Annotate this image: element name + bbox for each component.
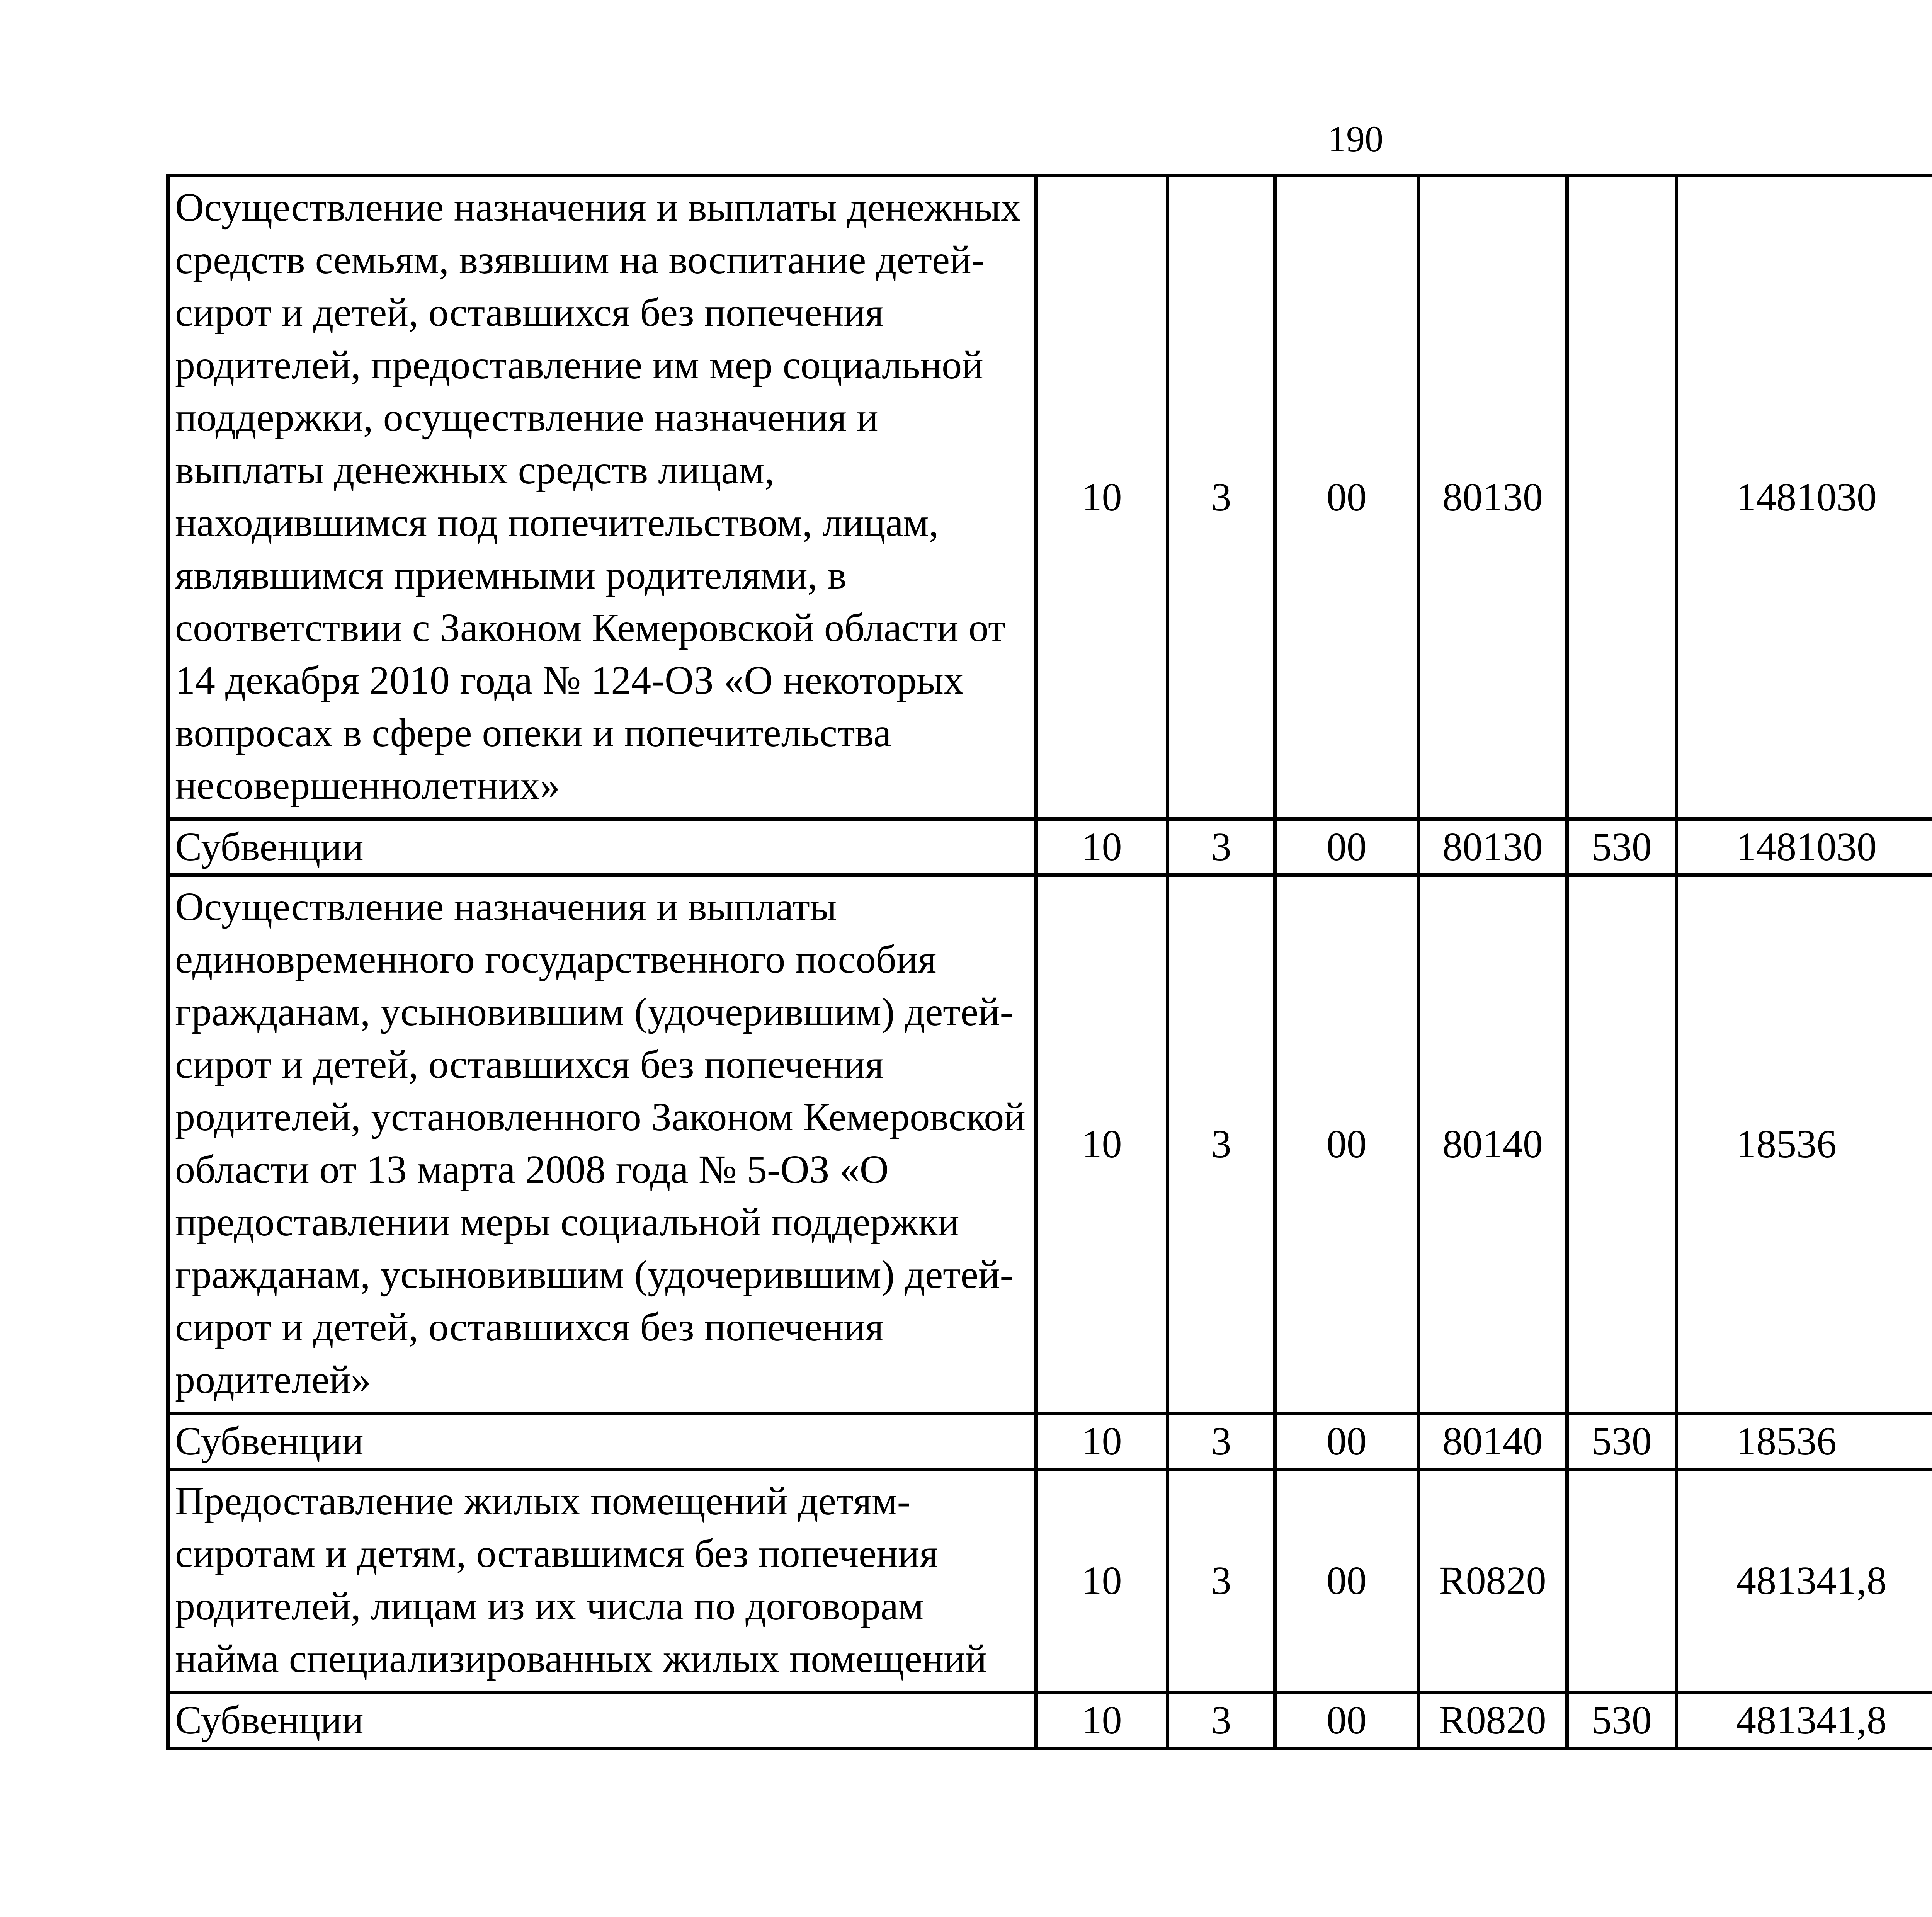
expense-type-code (1567, 875, 1677, 1414)
amount-year-1: 481341,8 (1677, 1470, 1932, 1692)
section-code: 10 (1036, 875, 1168, 1414)
program-code: 00 (1275, 1692, 1418, 1749)
program-code: 00 (1275, 875, 1418, 1414)
table-row (168, 875, 1932, 1414)
expense-type-code (1567, 176, 1677, 819)
expense-type-code: 530 (1567, 819, 1677, 875)
page-number: 190 (1328, 118, 1383, 160)
expense-type-code (1567, 1470, 1677, 1692)
section-code: 10 (1036, 176, 1168, 819)
section-code: 10 (1036, 1692, 1168, 1749)
table-row (168, 1414, 1932, 1470)
expense-type-code: 530 (1567, 1414, 1677, 1470)
row-description: Предоставление жилых помещений детям-сиротам и детям, оставшимся без попечения родителей, лицам из их числа по договорам найма специализированных жилых помещений (168, 1470, 1036, 1692)
row-description: Осуществление назначения и выплаты денежных средств семьям, взявшим на воспитание детей-сирот и детей, оставшихся без попечения родителей, предоставление им мер социальной поддержки, осуществление назначения и выплаты денежных средств лицам, находившимся под попечительством, лицам, являвшимся приемными родителями, в соответствии с Законом Кемеровской области от 14 декабря 2010 года № 124-ОЗ «О некоторых вопросах в сфере опеки и попечительства несовершеннолетних» (168, 176, 1036, 819)
direction-code: 80130 (1418, 819, 1567, 875)
budget-table (166, 174, 1932, 1750)
subsection-code: 3 (1168, 1470, 1275, 1692)
amount-year-1: 1481030 (1677, 176, 1932, 819)
direction-code: R0820 (1418, 1470, 1567, 1692)
table-row (168, 1470, 1932, 1692)
subsection-code: 3 (1168, 819, 1275, 875)
row-description: Осуществление назначения и выплаты единовременного государственного пособия гражданам, усыновившим (удочерившим) детей-сирот и детей, оставшихся без попечения родителей, установленного Законом Кемеровской области от 13 марта 2008 года № 5-ОЗ «О предоставлении меры социальной поддержки гражданам, усыновившим (удочерившим) детей-сирот и детей, оставшихся без попечения родителей» (168, 875, 1036, 1414)
program-code: 00 (1275, 1470, 1418, 1692)
section-code: 10 (1036, 1470, 1168, 1692)
direction-code: 80140 (1418, 875, 1567, 1414)
direction-code: 80130 (1418, 176, 1567, 819)
program-code: 00 (1275, 1414, 1418, 1470)
row-description: Субвенции (168, 1692, 1036, 1749)
section-code: 10 (1036, 1414, 1168, 1470)
amount-year-1: 18536 (1677, 1414, 1932, 1470)
amount-year-1: 1481030 (1677, 819, 1932, 875)
amount-year-1: 481341,8 (1677, 1692, 1932, 1749)
program-code: 00 (1275, 176, 1418, 819)
amount-year-1: 18536 (1677, 875, 1932, 1414)
subsection-code: 3 (1168, 176, 1275, 819)
subsection-code: 3 (1168, 1692, 1275, 1749)
row-description: Субвенции (168, 1414, 1036, 1470)
section-code: 10 (1036, 819, 1168, 875)
table-row (168, 176, 1932, 819)
row-description: Субвенции (168, 819, 1036, 875)
direction-code: R0820 (1418, 1692, 1567, 1749)
program-code: 00 (1275, 819, 1418, 875)
expense-type-code: 530 (1567, 1692, 1677, 1749)
table-row (168, 819, 1932, 875)
direction-code: 80140 (1418, 1414, 1567, 1470)
subsection-code: 3 (1168, 875, 1275, 1414)
subsection-code: 3 (1168, 1414, 1275, 1470)
table-row (168, 1692, 1932, 1749)
